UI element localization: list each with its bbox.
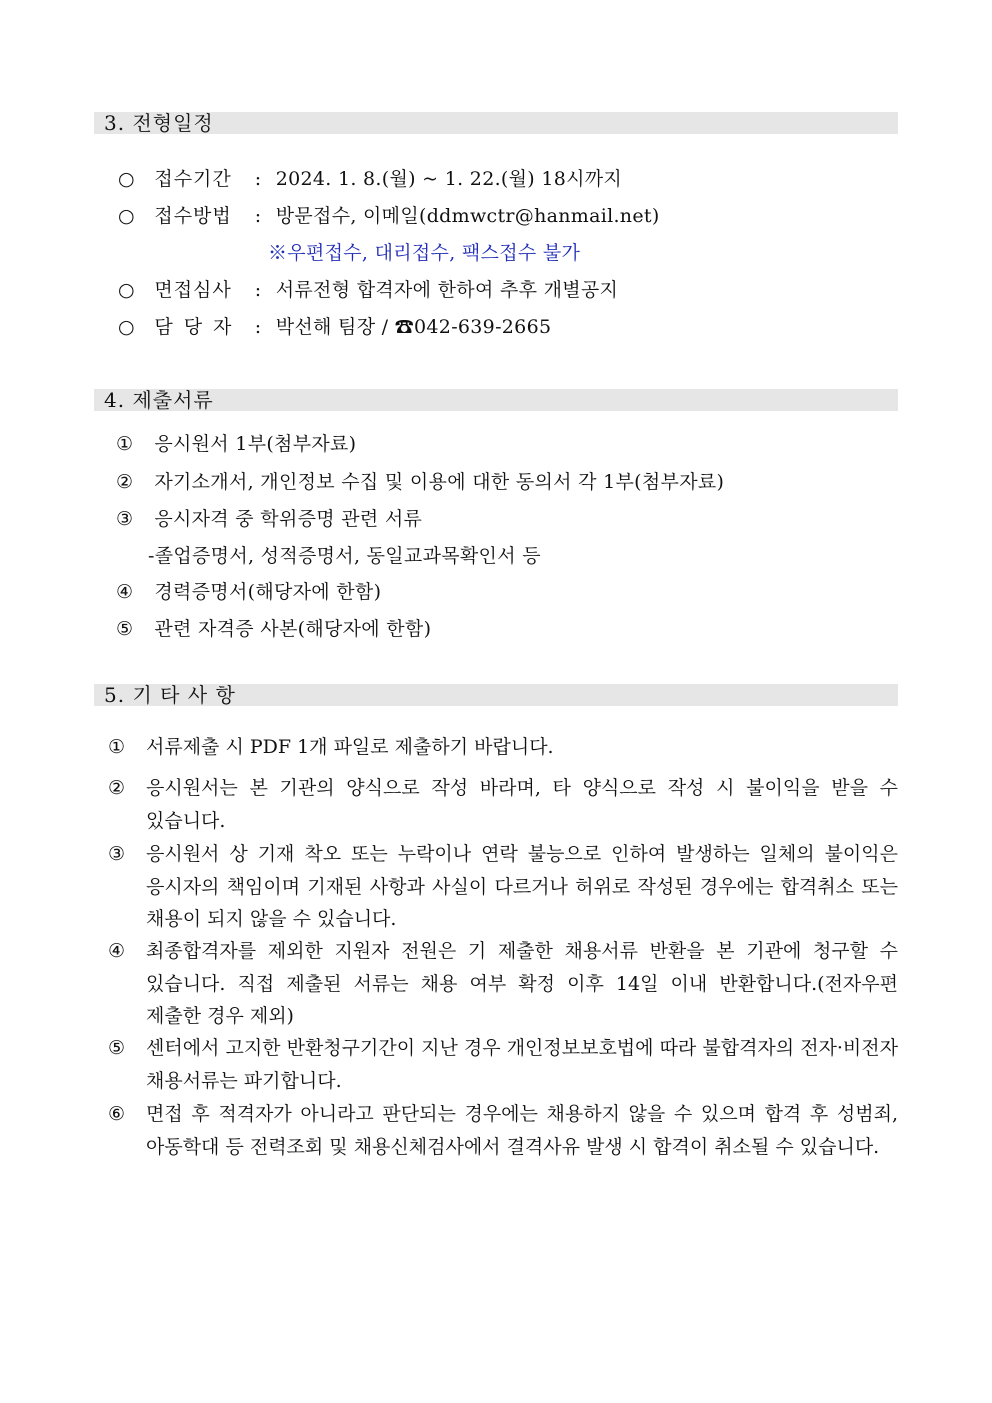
schedule-label: 담당자 xyxy=(154,316,243,338)
schedule-value: 2024. 1. 8.(월) ~ 1. 22.(월) 18시까지 xyxy=(275,168,623,190)
document-sub-note: -졸업증명서, 성적증명서, 동일교과목확인서 등 xyxy=(148,545,541,567)
number-marker-icon: ② xyxy=(116,471,134,493)
notice-text: 면접 후 적격자가 아니라고 판단되는 경우에는 채용하지 않을 수 있으며 합격 후 성범죄, 아동학대 등 전력조회 및 채용신체검사에서 결격사유 발생 시 합격이 취소될 수 있습니다. xyxy=(146,1103,898,1158)
notice-text: 최종합격자를 제외한 지원자 전원은 기 제출한 채용서류 반환을 본 기관에 청구할 수 있습니다. 직접 제출된 서류는 채용 여부 확정 이후 14일 이내 반환합니다.(전자우편 제출한 경우 제외) xyxy=(146,940,898,1027)
section-3-title: 3. 전형일정 xyxy=(104,111,214,135)
schedule-label: 접수기간 xyxy=(154,168,232,190)
number-marker-icon: ② xyxy=(108,777,126,799)
schedule-item-interview xyxy=(118,277,618,303)
submission-note: ※우편접수, 대리접수, 팩스접수 불가 xyxy=(268,242,581,264)
section-4-header xyxy=(94,389,898,411)
schedule-value: 박선해 팀장 / ☎042-639-2665 xyxy=(275,316,552,338)
notice-item xyxy=(108,1032,898,1097)
schedule-label: 면접심사 xyxy=(154,279,232,301)
schedule-separator: : xyxy=(254,316,262,338)
notice-text: 응시원서는 본 기관의 양식으로 작성 바라며, 타 양식으로 작성 시 불이익을 받을 수 있습니다. xyxy=(146,777,898,832)
document-text: 응시원서 1부(첨부자료) xyxy=(154,433,357,455)
number-marker-icon: ③ xyxy=(108,843,126,865)
circle-marker-icon: ○ xyxy=(118,205,135,227)
notice-text: 센터에서 고지한 반환청구기간이 지난 경우 개인정보보호법에 따라 불합격자의 전자·비전자 채용서류는 파기합니다. xyxy=(146,1037,898,1092)
number-marker-icon: ⑥ xyxy=(108,1103,126,1125)
section-3-header xyxy=(94,112,898,134)
document-item xyxy=(116,506,422,532)
number-marker-icon: ④ xyxy=(116,581,134,603)
notice-item xyxy=(108,772,898,837)
notice-item xyxy=(108,1098,898,1163)
document-text: 경력증명서(해당자에 한함) xyxy=(154,581,382,603)
section-4-title: 4. 제출서류 xyxy=(104,388,214,412)
number-marker-icon: ⑤ xyxy=(108,1037,126,1059)
document-item xyxy=(116,431,356,457)
number-marker-icon: ① xyxy=(108,736,126,758)
notice-text: 응시원서 상 기재 착오 또는 누락이나 연락 불능으로 인하여 발생하는 일체의 불이익은 응시자의 책임이며 기재된 사항과 사실이 다르거나 허위로 작성된 경우에는 합격취소 또는 채용이 되지 않을 수 있습니다. xyxy=(146,843,898,930)
notice-item xyxy=(108,731,898,764)
circle-marker-icon: ○ xyxy=(118,316,135,338)
document-item xyxy=(116,469,724,495)
schedule-value: 서류전형 합격자에 한하여 추후 개별공지 xyxy=(275,279,619,301)
notice-item xyxy=(108,935,898,1033)
section-5-header xyxy=(94,684,898,706)
schedule-item-contact xyxy=(118,314,551,340)
number-marker-icon: ① xyxy=(116,433,134,455)
notice-item xyxy=(108,838,898,936)
number-marker-icon: ④ xyxy=(108,940,126,962)
notice-text: 서류제출 시 PDF 1개 파일로 제출하기 바랍니다. xyxy=(146,736,554,758)
circle-marker-icon: ○ xyxy=(118,168,135,190)
schedule-value: 방문접수, 이메일(ddmwctr@hanmail.net) xyxy=(275,205,660,227)
number-marker-icon: ⑤ xyxy=(116,618,134,640)
document-text: 관련 자격증 사본(해당자에 한함) xyxy=(154,618,432,640)
schedule-separator: : xyxy=(254,205,262,227)
document-text: 자기소개서, 개인정보 수집 및 이용에 대한 동의서 각 1부(첨부자료) xyxy=(154,471,725,493)
schedule-separator: : xyxy=(254,279,262,301)
section-5-title: 5. 기 타 사 항 xyxy=(104,683,236,707)
document-item xyxy=(116,579,381,605)
schedule-item-method xyxy=(118,203,660,229)
document-item xyxy=(116,616,431,642)
schedule-label: 접수방법 xyxy=(154,205,232,227)
number-marker-icon: ③ xyxy=(116,508,134,530)
schedule-separator: : xyxy=(254,168,262,190)
schedule-item-period xyxy=(118,166,622,192)
document-text: 응시자격 중 학위증명 관련 서류 xyxy=(154,508,423,530)
circle-marker-icon: ○ xyxy=(118,279,135,301)
